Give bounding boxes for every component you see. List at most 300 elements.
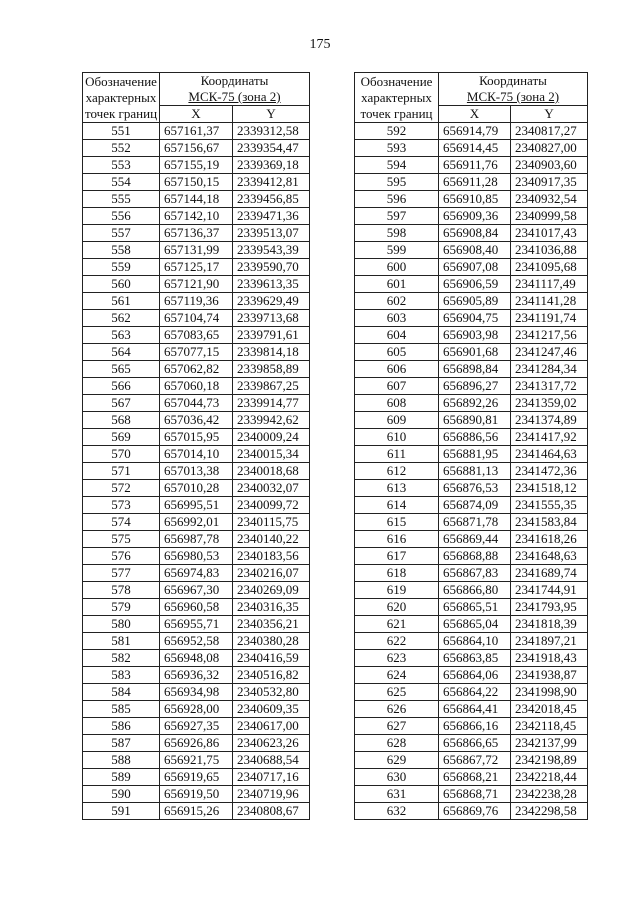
table-row (355, 378, 588, 395)
coordinates-table-right (354, 72, 588, 820)
x-coordinate-cell: 656868,71 (439, 786, 511, 803)
x-header: X (439, 106, 511, 123)
x-coordinate-cell: 657036,42 (160, 412, 233, 429)
point-number-cell: 575 (83, 531, 160, 548)
y-coordinate-cell: 2340009,24 (233, 429, 310, 446)
point-number-cell: 601 (355, 276, 439, 293)
x-coordinate-cell: 657144,18 (160, 191, 233, 208)
table-row (83, 259, 310, 276)
table-row (355, 310, 588, 327)
point-number-cell: 555 (83, 191, 160, 208)
x-coordinate-cell: 656864,10 (439, 633, 511, 650)
x-coordinate-cell: 656911,28 (439, 174, 511, 191)
point-number-cell: 614 (355, 497, 439, 514)
x-coordinate-cell: 657131,99 (160, 242, 233, 259)
table-row (83, 412, 310, 429)
x-coordinate-cell: 657155,19 (160, 157, 233, 174)
y-coordinate-cell: 2342118,45 (511, 718, 588, 735)
table-row (83, 140, 310, 157)
x-coordinate-cell: 656898,84 (439, 361, 511, 378)
y-coordinate-cell: 2339858,89 (233, 361, 310, 378)
point-number-cell: 568 (83, 412, 160, 429)
y-coordinate-cell: 2340416,59 (233, 650, 310, 667)
point-number-cell: 571 (83, 463, 160, 480)
x-coordinate-cell: 656908,84 (439, 225, 511, 242)
table-row (355, 718, 588, 735)
y-coordinate-cell: 2341472,36 (511, 463, 588, 480)
y-coordinate-cell: 2340015,34 (233, 446, 310, 463)
y-coordinate-cell: 2342298,58 (511, 803, 588, 820)
table-row (355, 123, 588, 140)
table-row (355, 548, 588, 565)
x-coordinate-cell: 657062,82 (160, 361, 233, 378)
table-row (83, 378, 310, 395)
y-header: Y (233, 106, 310, 123)
y-coordinate-cell: 2339513,07 (233, 225, 310, 242)
y-coordinate-cell: 2339814,18 (233, 344, 310, 361)
table-row (355, 242, 588, 259)
point-number-cell: 553 (83, 157, 160, 174)
table-row (355, 293, 588, 310)
coords-system-header (160, 89, 310, 106)
y-coordinate-cell: 2341793,95 (511, 599, 588, 616)
point-number-cell: 589 (83, 769, 160, 786)
table-row (355, 769, 588, 786)
table-row (355, 344, 588, 361)
x-coordinate-cell: 656876,53 (439, 480, 511, 497)
point-number-cell: 610 (355, 429, 439, 446)
point-number-cell: 563 (83, 327, 160, 344)
table-row (83, 480, 310, 497)
table-row (355, 446, 588, 463)
y-coordinate-cell: 2339629,49 (233, 293, 310, 310)
y-coordinate-cell: 2341918,43 (511, 650, 588, 667)
x-coordinate-cell: 656908,40 (439, 242, 511, 259)
table-row (83, 344, 310, 361)
x-coordinate-cell: 656865,04 (439, 616, 511, 633)
x-coordinate-cell: 656948,08 (160, 650, 233, 667)
designation-line-1: Обозначение (360, 73, 433, 89)
table-row (83, 769, 310, 786)
y-coordinate-cell: 2340719,96 (233, 786, 310, 803)
table-row (83, 157, 310, 174)
x-coordinate-cell: 657136,37 (160, 225, 233, 242)
point-number-cell: 583 (83, 667, 160, 684)
x-coordinate-cell: 656955,71 (160, 616, 233, 633)
point-number-cell: 597 (355, 208, 439, 225)
table-row (355, 616, 588, 633)
x-coordinate-cell: 656934,98 (160, 684, 233, 701)
point-number-cell: 554 (83, 174, 160, 191)
x-coordinate-cell: 656952,58 (160, 633, 233, 650)
table-row (355, 480, 588, 497)
y-coordinate-cell: 2340688,54 (233, 752, 310, 769)
y-coordinate-cell: 2341464,63 (511, 446, 588, 463)
y-coordinate-cell: 2339791,61 (233, 327, 310, 344)
point-number-cell: 632 (355, 803, 439, 820)
table-row (355, 497, 588, 514)
x-coordinate-cell: 656910,85 (439, 191, 511, 208)
y-coordinate-cell: 2340380,28 (233, 633, 310, 650)
table-row (355, 786, 588, 803)
x-coordinate-cell: 656928,00 (160, 701, 233, 718)
y-coordinate-cell: 2341247,46 (511, 344, 588, 361)
point-number-cell: 598 (355, 225, 439, 242)
y-coordinate-cell: 2341583,84 (511, 514, 588, 531)
point-number-cell: 565 (83, 361, 160, 378)
point-number-cell: 582 (83, 650, 160, 667)
point-number-cell: 623 (355, 650, 439, 667)
table-row (83, 684, 310, 701)
table-row (83, 718, 310, 735)
x-coordinate-cell: 657015,95 (160, 429, 233, 446)
table-row (83, 174, 310, 191)
point-number-cell: 629 (355, 752, 439, 769)
x-coordinate-cell: 656881,95 (439, 446, 511, 463)
x-coordinate-cell: 657010,28 (160, 480, 233, 497)
table-row (83, 633, 310, 650)
x-coordinate-cell: 656903,98 (439, 327, 511, 344)
x-coordinate-cell: 656890,81 (439, 412, 511, 429)
table-row (83, 786, 310, 803)
table-row (355, 752, 588, 769)
y-coordinate-cell: 2341648,63 (511, 548, 588, 565)
table-row (83, 735, 310, 752)
y-coordinate-cell: 2341555,35 (511, 497, 588, 514)
x-coordinate-cell: 657142,10 (160, 208, 233, 225)
y-coordinate-cell: 2340932,54 (511, 191, 588, 208)
x-coordinate-cell: 656868,21 (439, 769, 511, 786)
table-row (83, 123, 310, 140)
y-coordinate-cell: 2341017,43 (511, 225, 588, 242)
x-coordinate-cell: 656886,56 (439, 429, 511, 446)
table-row (355, 276, 588, 293)
y-coordinate-cell: 2341284,34 (511, 361, 588, 378)
designation-line-1: Обозначение (85, 73, 157, 89)
y-coordinate-cell: 2340808,67 (233, 803, 310, 820)
table-row (355, 361, 588, 378)
x-coordinate-cell: 656960,58 (160, 599, 233, 616)
y-coordinate-cell: 2341095,68 (511, 259, 588, 276)
left-table-body (83, 123, 310, 820)
y-coordinate-cell: 2339590,70 (233, 259, 310, 276)
y-coordinate-cell: 2339471,36 (233, 208, 310, 225)
x-coordinate-cell: 656901,68 (439, 344, 511, 361)
y-coordinate-cell: 2341374,89 (511, 412, 588, 429)
x-coordinate-cell: 656864,22 (439, 684, 511, 701)
point-number-cell: 604 (355, 327, 439, 344)
y-coordinate-cell: 2339713,68 (233, 310, 310, 327)
point-number-cell: 566 (83, 378, 160, 395)
point-number-cell: 551 (83, 123, 160, 140)
x-coordinate-cell: 656864,41 (439, 701, 511, 718)
x-coordinate-cell: 656869,44 (439, 531, 511, 548)
table-row (355, 599, 588, 616)
table-row (355, 259, 588, 276)
table-row (355, 395, 588, 412)
y-coordinate-cell: 2339543,39 (233, 242, 310, 259)
y-coordinate-cell: 2340316,35 (233, 599, 310, 616)
x-coordinate-cell: 656866,80 (439, 582, 511, 599)
point-number-cell: 579 (83, 599, 160, 616)
table-row (83, 548, 310, 565)
y-coordinate-cell: 2340032,07 (233, 480, 310, 497)
x-coordinate-cell: 657077,15 (160, 344, 233, 361)
point-number-cell: 619 (355, 582, 439, 599)
y-coordinate-cell: 2340140,22 (233, 531, 310, 548)
table-row (83, 616, 310, 633)
x-coordinate-cell: 657161,37 (160, 123, 233, 140)
y-coordinate-cell: 2340216,07 (233, 565, 310, 582)
x-coordinate-cell: 657104,74 (160, 310, 233, 327)
table-row (355, 633, 588, 650)
y-coordinate-cell: 2340717,16 (233, 769, 310, 786)
y-coordinate-cell: 2340269,09 (233, 582, 310, 599)
point-number-cell: 617 (355, 548, 439, 565)
table-row (355, 531, 588, 548)
y-coordinate-cell: 2340903,60 (511, 157, 588, 174)
x-coordinate-cell: 656911,76 (439, 157, 511, 174)
y-coordinate-cell: 2341744,91 (511, 582, 588, 599)
point-number-cell: 607 (355, 378, 439, 395)
right-table-body (355, 123, 588, 820)
x-coordinate-cell: 657083,65 (160, 327, 233, 344)
y-coordinate-cell: 2340917,35 (511, 174, 588, 191)
point-number-cell: 580 (83, 616, 160, 633)
coords-system-label: МСК-75 (зона 2) (188, 89, 281, 104)
table-row (83, 514, 310, 531)
table-row (355, 429, 588, 446)
y-coordinate-cell: 2342018,45 (511, 701, 588, 718)
table-row (83, 752, 310, 769)
y-coordinate-cell: 2342218,44 (511, 769, 588, 786)
y-coordinate-cell: 2342137,99 (511, 735, 588, 752)
y-coordinate-cell: 2340617,00 (233, 718, 310, 735)
y-coordinate-cell: 2340817,27 (511, 123, 588, 140)
point-number-cell: 631 (355, 786, 439, 803)
y-coordinate-cell: 2340516,82 (233, 667, 310, 684)
designation-header (83, 73, 160, 123)
coords-system-label: МСК-75 (зона 2) (466, 89, 560, 104)
x-coordinate-cell: 656919,65 (160, 769, 233, 786)
x-coordinate-cell: 656919,50 (160, 786, 233, 803)
point-number-cell: 559 (83, 259, 160, 276)
point-number-cell: 584 (83, 684, 160, 701)
y-coordinate-cell: 2340018,68 (233, 463, 310, 480)
x-coordinate-cell: 656864,06 (439, 667, 511, 684)
point-number-cell: 625 (355, 684, 439, 701)
point-number-cell: 576 (83, 548, 160, 565)
point-number-cell: 620 (355, 599, 439, 616)
point-number-cell: 630 (355, 769, 439, 786)
table-row (83, 395, 310, 412)
coords-title-header: Координаты (439, 73, 588, 90)
table-row (355, 735, 588, 752)
x-coordinate-cell: 656914,45 (439, 140, 511, 157)
y-coordinate-cell: 2341998,90 (511, 684, 588, 701)
x-coordinate-cell: 657119,36 (160, 293, 233, 310)
y-coordinate-cell: 2339942,62 (233, 412, 310, 429)
table-row (83, 327, 310, 344)
y-coordinate-cell: 2342198,89 (511, 752, 588, 769)
table-row (355, 412, 588, 429)
table-row (83, 667, 310, 684)
x-coordinate-cell: 656896,27 (439, 378, 511, 395)
y-coordinate-cell: 2341518,12 (511, 480, 588, 497)
point-number-cell: 585 (83, 701, 160, 718)
point-number-cell: 570 (83, 446, 160, 463)
x-coordinate-cell: 656927,35 (160, 718, 233, 735)
y-coordinate-cell: 2341359,02 (511, 395, 588, 412)
x-coordinate-cell: 656926,86 (160, 735, 233, 752)
point-number-cell: 613 (355, 480, 439, 497)
point-number-cell: 577 (83, 565, 160, 582)
designation-line-2: характерных (361, 89, 432, 105)
table-row (355, 803, 588, 820)
point-number-cell: 612 (355, 463, 439, 480)
table-row (83, 361, 310, 378)
point-number-cell: 594 (355, 157, 439, 174)
y-coordinate-cell: 2341036,88 (511, 242, 588, 259)
x-coordinate-cell: 657156,67 (160, 140, 233, 157)
table-row (355, 565, 588, 582)
x-coordinate-cell: 656863,85 (439, 650, 511, 667)
table-row (83, 803, 310, 820)
y-coordinate-cell: 2341417,92 (511, 429, 588, 446)
x-coordinate-cell: 656892,26 (439, 395, 511, 412)
point-number-cell: 595 (355, 174, 439, 191)
x-coordinate-cell: 656868,88 (439, 548, 511, 565)
y-coordinate-cell: 2340183,56 (233, 548, 310, 565)
point-number-cell: 558 (83, 242, 160, 259)
x-coordinate-cell: 656905,89 (439, 293, 511, 310)
x-coordinate-cell: 656936,32 (160, 667, 233, 684)
y-coordinate-cell: 2340827,00 (511, 140, 588, 157)
x-coordinate-cell: 656921,75 (160, 752, 233, 769)
y-coordinate-cell: 2340623,26 (233, 735, 310, 752)
x-coordinate-cell: 656980,53 (160, 548, 233, 565)
x-coordinate-cell: 656874,09 (439, 497, 511, 514)
table-row (83, 565, 310, 582)
y-coordinate-cell: 2339613,35 (233, 276, 310, 293)
point-number-cell: 557 (83, 225, 160, 242)
table-row (355, 667, 588, 684)
table-row (355, 684, 588, 701)
point-number-cell: 616 (355, 531, 439, 548)
x-coordinate-cell: 657150,15 (160, 174, 233, 191)
point-number-cell: 605 (355, 344, 439, 361)
y-coordinate-cell: 2339456,85 (233, 191, 310, 208)
y-coordinate-cell: 2341897,21 (511, 633, 588, 650)
x-coordinate-cell: 656909,36 (439, 208, 511, 225)
point-number-cell: 567 (83, 395, 160, 412)
y-coordinate-cell: 2339412,81 (233, 174, 310, 191)
table-row (83, 225, 310, 242)
table-row (83, 242, 310, 259)
point-number-cell: 552 (83, 140, 160, 157)
designation-line-3: точек границ (85, 105, 158, 121)
table-row (83, 310, 310, 327)
x-coordinate-cell: 656995,51 (160, 497, 233, 514)
x-coordinate-cell: 657044,73 (160, 395, 233, 412)
point-number-cell: 615 (355, 514, 439, 531)
x-coordinate-cell: 656871,78 (439, 514, 511, 531)
x-coordinate-cell: 656967,30 (160, 582, 233, 599)
point-number-cell: 561 (83, 293, 160, 310)
point-number-cell: 586 (83, 718, 160, 735)
table-row (83, 293, 310, 310)
y-coordinate-cell: 2341317,72 (511, 378, 588, 395)
x-coordinate-cell: 656866,16 (439, 718, 511, 735)
table-row (83, 276, 310, 293)
point-number-cell: 628 (355, 735, 439, 752)
y-coordinate-cell: 2341938,87 (511, 667, 588, 684)
point-number-cell: 603 (355, 310, 439, 327)
point-number-cell: 626 (355, 701, 439, 718)
y-coordinate-cell: 2341618,26 (511, 531, 588, 548)
table-row (355, 514, 588, 531)
table-row (355, 174, 588, 191)
point-number-cell: 627 (355, 718, 439, 735)
y-coordinate-cell: 2341818,39 (511, 616, 588, 633)
table-row (83, 208, 310, 225)
y-coordinate-cell: 2341191,74 (511, 310, 588, 327)
y-coordinate-cell: 2340532,80 (233, 684, 310, 701)
x-coordinate-cell: 657121,90 (160, 276, 233, 293)
table-row (83, 446, 310, 463)
y-coordinate-cell: 2339354,47 (233, 140, 310, 157)
table-row (355, 701, 588, 718)
x-coordinate-cell: 656904,75 (439, 310, 511, 327)
point-number-cell: 618 (355, 565, 439, 582)
table-row (355, 650, 588, 667)
x-coordinate-cell: 656907,08 (439, 259, 511, 276)
point-number-cell: 560 (83, 276, 160, 293)
table-row (355, 208, 588, 225)
y-coordinate-cell: 2340999,58 (511, 208, 588, 225)
table-row (83, 463, 310, 480)
point-number-cell: 592 (355, 123, 439, 140)
table-row (83, 429, 310, 446)
point-number-cell: 556 (83, 208, 160, 225)
x-coordinate-cell: 656867,83 (439, 565, 511, 582)
point-number-cell: 599 (355, 242, 439, 259)
point-number-cell: 587 (83, 735, 160, 752)
designation-line-3: точек границ (360, 105, 433, 121)
point-number-cell: 593 (355, 140, 439, 157)
table-row (83, 191, 310, 208)
table-row (355, 140, 588, 157)
y-coordinate-cell: 2341689,74 (511, 565, 588, 582)
point-number-cell: 622 (355, 633, 439, 650)
table-row (83, 650, 310, 667)
x-coordinate-cell: 656881,13 (439, 463, 511, 480)
y-coordinate-cell: 2340115,75 (233, 514, 310, 531)
x-coordinate-cell: 656992,01 (160, 514, 233, 531)
table-row (355, 191, 588, 208)
table-row (83, 701, 310, 718)
point-number-cell: 573 (83, 497, 160, 514)
point-number-cell: 590 (83, 786, 160, 803)
coordinates-table-left (82, 72, 310, 820)
coords-system-header (439, 89, 588, 106)
y-coordinate-cell: 2342238,28 (511, 786, 588, 803)
x-coordinate-cell: 657060,18 (160, 378, 233, 395)
table-row (83, 531, 310, 548)
table-row (83, 599, 310, 616)
point-number-cell: 578 (83, 582, 160, 599)
point-number-cell: 600 (355, 259, 439, 276)
